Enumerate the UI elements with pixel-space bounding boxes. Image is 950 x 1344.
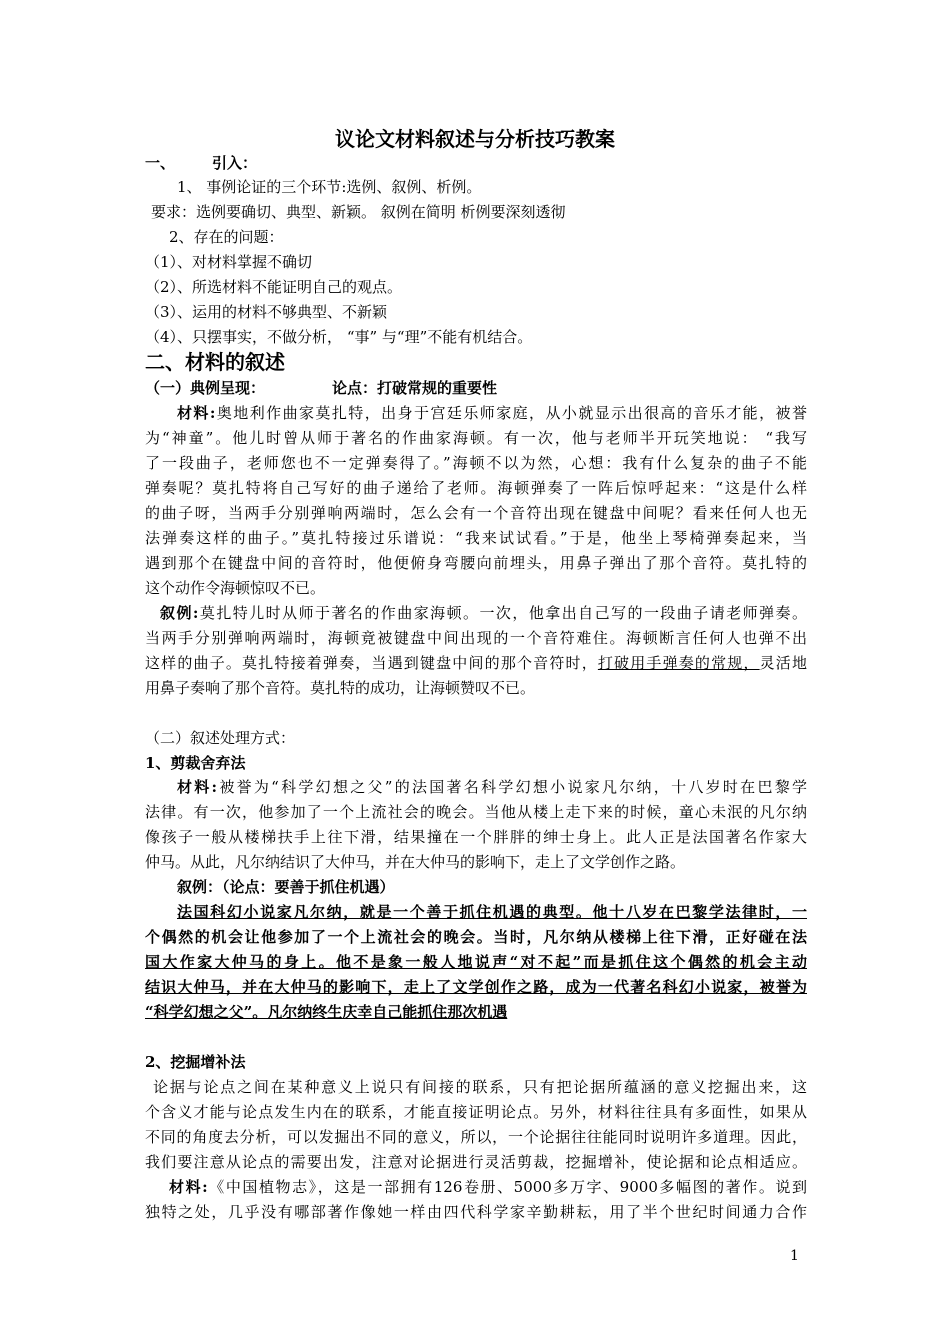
material-1-first-line: 材料:奥地利作曲家莫扎特，出身于宫廷乐师家庭，从小就显示出很高的音乐才能，被誉 [177,404,807,422]
narration-label: 叙例: [160,604,199,622]
example-point: 论点：打破常规的重要性 [332,379,498,397]
problem-item: （1）、对材料掌握不确切 [145,253,313,271]
narration-1-first-line: 叙例:莫扎特儿时从师于著名的作曲家海顿。一次，他拿出自己写的一段曲子请老师弹奏。 [160,604,807,622]
paragraph-line: 论据与论点之间在某种意义上说只有间接的联系，只有把论据所蕴涵的意义挖掘出来，这 [153,1078,807,1096]
method-heading: （二）叙述处理方式： [145,729,296,747]
paragraph-line: 遇到那个在键盘中间的音符时，他便俯身弯腰向前埋头，用鼻子弹出了那个音符。莫扎特的 [145,554,807,572]
problem-item: （2）、所选材料不能证明自己的观点。 [145,278,403,296]
paragraph-line: 法律。有一次，他参加了一个上流社会的晚会。当他从楼上走下来的时候，童心未泯的凡尔纳 [145,803,807,821]
method-1-heading: 1、剪裁舍弃法 [145,754,246,772]
intro-requirements: 要求：选例要确切、典型、新颖。 叙例在简明 析例要深刻透彻 [151,203,566,221]
intro-point-1: 1、 事例论证的三个环节:选例、叙例、析例。 [177,178,482,196]
paragraph-line: 用鼻子奏响了那个音符。莫扎特的成功，让海顿赞叹不已。 [145,679,536,697]
method-2-heading: 2、挖掘增补法 [145,1053,246,1071]
paragraph-line: 独特之处，几乎没有哪部著作像她一样由四代科学家辛勤耕耘，用了半个世纪时间通力合作 [145,1203,807,1221]
underlined-phrase: 打破用手弹奏的常规， [597,654,760,672]
paragraph-line: 法国科幻小说家凡尔纳，就是一个善于抓住机遇的典型。他十八岁在巴黎学法律时，一 [177,903,807,921]
material-3-first-line: 材料:《中国植物志》，这是一部拥有126卷册、5000多万字、9000多幅图的著作。说到 [169,1178,807,1196]
material-label: 材料: [177,404,216,422]
paragraph-line: 这样的曲子。莫扎特接着弹奏，当遇到键盘中间的那个音符时，打破用手弹奏的常规，灵活地 [145,654,807,672]
intro-heading: 引入： [212,154,258,172]
document-title: 议论文材料叙述与分析技巧教案 [335,127,615,151]
paragraph-line: 的曲子呀，当两手分别弹响两端时，怎么会有一个音符出现在键盘中间呢？看来任何人也无 [145,504,807,522]
narration-2-heading: 叙例：（论点：要善于抓住机遇） [177,878,395,896]
paragraph-line: 个含义才能与论点发生内在的联系，才能直接证明论点。另外，材料往往具有多面性，如果从 [145,1103,807,1121]
paragraph-line: 为“神童”。他儿时曾从师于著名的作曲家海顿。有一次，他与老师半开玩笑地说： “我写 [145,429,807,447]
paragraph-line: 了一段曲子，老师您也不一定弹奏得了。”海顿不以为然，心想：我有什么复杂的曲子不能 [145,454,807,472]
page-number: 1 [790,1248,799,1264]
paragraph-line: 当两手分别弹响两端时，海顿竟被键盘中间出现的一个音符难住。海顿断言任何人也弹不出 [145,629,807,647]
paragraph-line: 法弹奏这样的曲子。”莫扎特接过乐谱说：“我来试试看。”于是，他坐上琴椅弹奏起来，当 [145,529,807,547]
problem-item: （3）、运用的材料不够典型、不新颖 [145,303,388,321]
paragraph-line: 这个动作令海顿惊叹不已。 [145,579,326,597]
paragraph-line: 弹奏呢？莫扎特将自己写好的曲子递给了老师。海顿弹奏了一阵后惊呼起来：“这是什么样 [145,479,807,497]
section-2-heading: 二、材料的叙述 [145,350,285,374]
paragraph-line: “科学幻想之父”。凡尔纳终生庆幸自己能抓住那次机遇 [145,1003,508,1021]
paragraph-line: 像孩子一般从楼梯扶手上往下滑，结果撞在一个胖胖的绅士身上。此人正是法国著名作家大 [145,828,807,846]
intro-point-2: 2、存在的问题： [169,228,284,246]
intro-number: 一、 [145,154,176,172]
paragraph-line: 仲马。从此，凡尔纳结识了大仲马，并在大仲马的影响下，走上了文学创作之路。 [145,853,686,871]
paragraph-line: 不同的角度去分析，可以发掘出不同的意义，所以，一个论据往往能同时说明许多道理。因此， [145,1128,807,1146]
paragraph-line: 我们要注意从论点的需要出发，注意对论据进行灵活剪裁，挖掘增补，使论据和论点相适应。 [145,1153,807,1171]
paragraph-line: 国大作家大仲马的身上。他不是象一般人地说声“对不起”而是抓住这个偶然的机会主动 [145,953,807,971]
material-label: 材料: [177,778,218,796]
paragraph-line: 结识大仲马，并在大仲马的影响下，走上了文学创作之路，成为一代著名科幻小说家，被誉为 [145,978,807,996]
material-2-first-line: 材料:被誉为“科学幻想之父”的法国著名科学幻想小说家凡尔纳，十八岁时在巴黎学 [177,778,807,796]
paragraph-line: 个偶然的机会让他参加了一个上流社会的晚会。当时，凡尔纳从楼梯上往下滑，正好碰在法 [145,928,807,946]
material-label: 材料: [169,1178,208,1196]
example-heading: （一）典例呈现： [145,379,266,397]
problem-item: （4）、只摆事实，不做分析， “事” 与“理”不能有机结合。 [145,328,533,346]
